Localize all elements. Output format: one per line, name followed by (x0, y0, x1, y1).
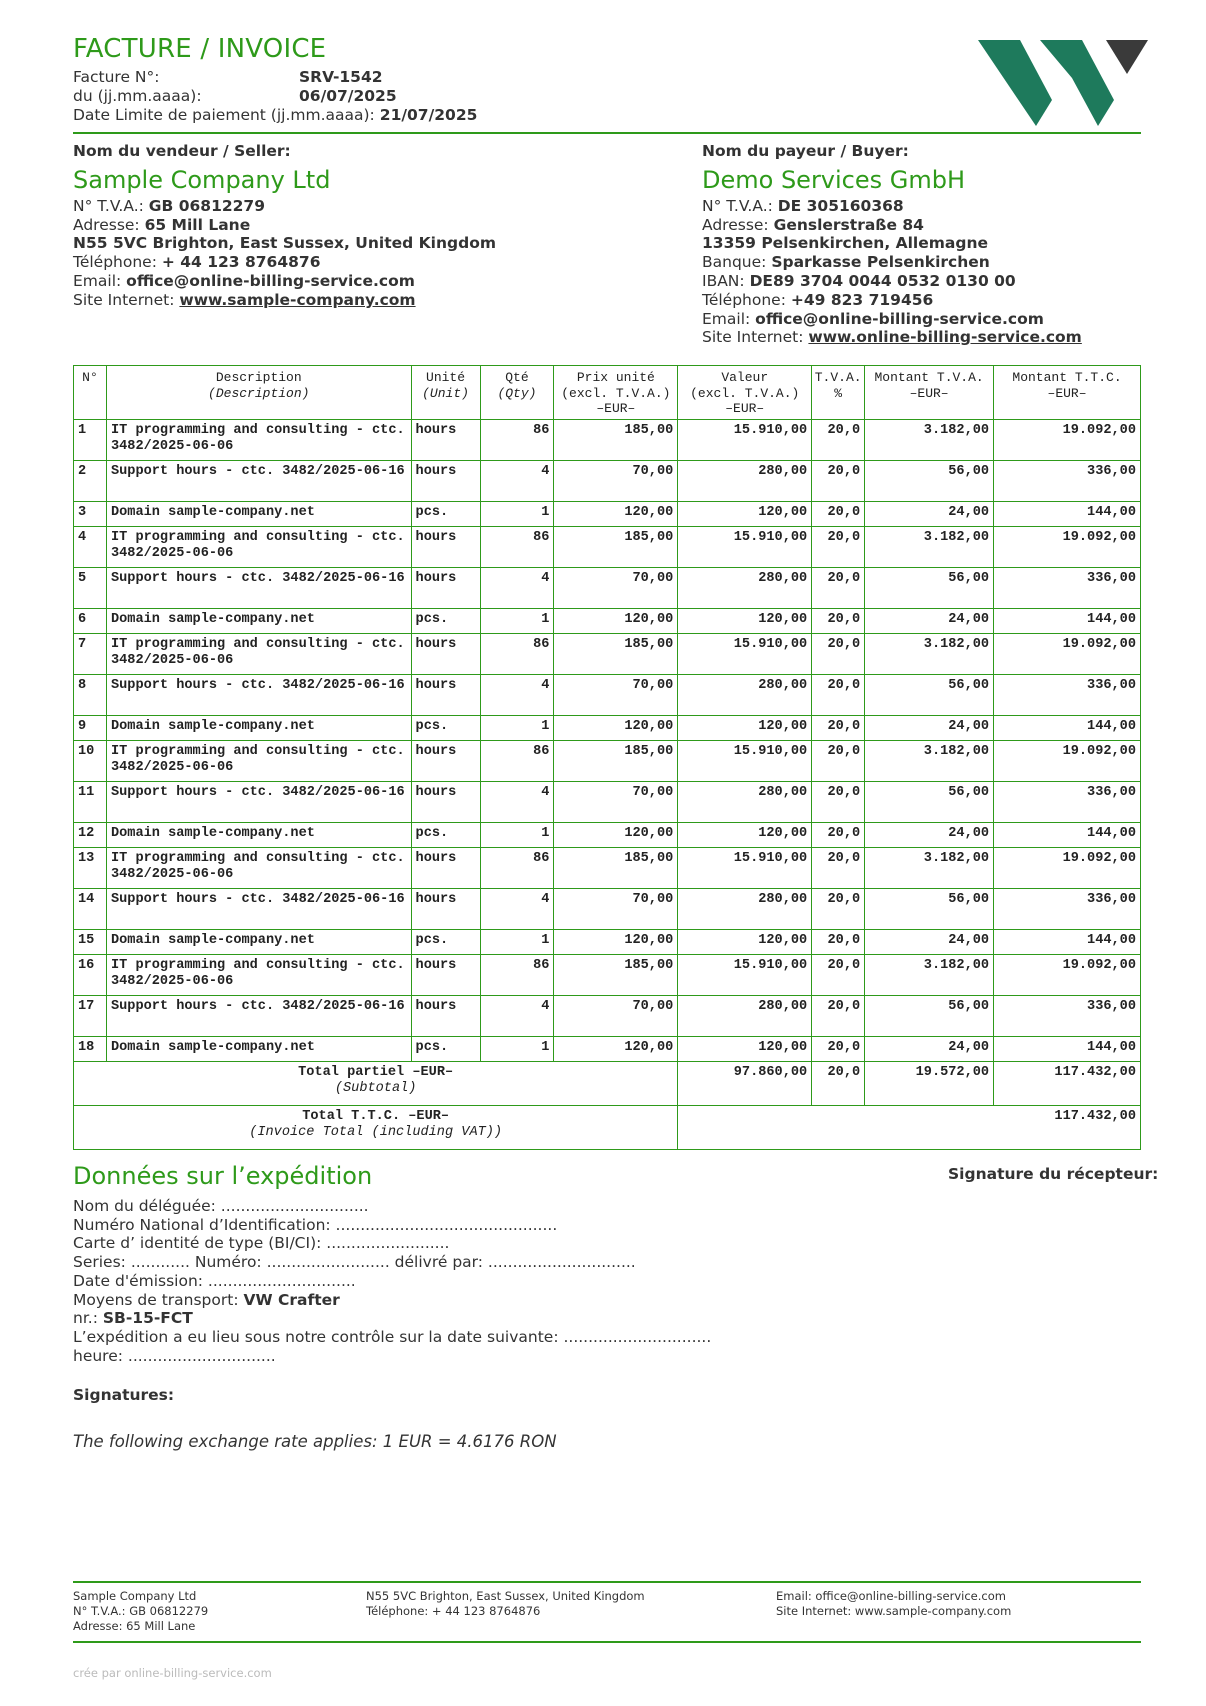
cell-value: 120,00 (678, 1036, 812, 1061)
footer-phone: Téléphone: + 44 123 8764876 (366, 1604, 541, 1618)
cell-vat-rate: 20,0 (812, 822, 865, 847)
cell-total: 336,00 (994, 460, 1141, 501)
cell-total: 19.092,00 (994, 740, 1141, 781)
company-logo (978, 40, 1148, 126)
buyer-web-label: Site Internet: (702, 328, 804, 347)
seller-email-label: Email: (73, 271, 122, 290)
col-header-qty: Qté (Qty) (480, 366, 554, 420)
invoice-number-row (73, 68, 477, 87)
buyer-phone-label: Téléphone: (702, 290, 786, 309)
cell-vat-rate: 20,0 (812, 633, 865, 674)
col-header-vat-rate: T.V.A. % (812, 366, 865, 420)
subtotal-sublabel: (Subtotal) (334, 1080, 417, 1096)
cell-vat-rate: 20,0 (812, 608, 865, 633)
cell-description: IT programming and consulting - ctc. 3482/2025-06-06 (106, 847, 411, 888)
footer-company-address: Adresse: 65 Mill Lane (73, 1619, 196, 1633)
table-header-row (74, 366, 1141, 420)
table-row (74, 567, 1141, 608)
invoice-number: SRV-1542 (299, 68, 383, 86)
cell-qty: 4 (480, 888, 554, 929)
cell-total: 144,00 (994, 822, 1141, 847)
seller-phone: + 44 123 8764876 (161, 253, 321, 272)
cell-vat-rate: 20,0 (812, 888, 865, 929)
footer-company-name: Sample Company Ltd (73, 1589, 197, 1603)
cell-vat-amount: 56,00 (865, 995, 994, 1036)
cell-vat-amount: 24,00 (865, 822, 994, 847)
buyer-email-label: Email: (702, 309, 751, 328)
cell-total: 19.092,00 (994, 526, 1141, 567)
cell-vat-amount: 24,00 (865, 501, 994, 526)
cell-value: 15.910,00 (678, 954, 812, 995)
invoice-date: 06/07/2025 (299, 87, 397, 105)
logo-shape-right (1040, 40, 1114, 126)
buyer-name: Demo Services GmbH (702, 165, 966, 194)
seller-address-label: Adresse: (73, 215, 140, 234)
cell-unit-price: 70,00 (554, 888, 678, 929)
cell-value: 15.910,00 (678, 847, 812, 888)
cell-vat-amount: 3.182,00 (865, 740, 994, 781)
cell-vat-rate: 20,0 (812, 419, 865, 460)
cell-unit: pcs. (411, 822, 480, 847)
shipping-transport-line (73, 1291, 711, 1310)
cell-qty: 86 (480, 740, 554, 781)
buyer-vat-label: N° T.V.A.: (702, 196, 773, 215)
cell-qty: 86 (480, 954, 554, 995)
transport-value: VW Crafter (243, 1290, 340, 1309)
buyer-bank-line (702, 253, 1142, 272)
table-row (74, 929, 1141, 954)
cell-unit: hours (411, 567, 480, 608)
col-header-description: Description (Description) (106, 366, 411, 420)
cell-description: IT programming and consulting - ctc. 3482/2025-06-06 (106, 526, 411, 567)
shipping-id-card-line: Carte d’ identité de type (BI/CI): ......................... (73, 1234, 450, 1253)
cell-unit: hours (411, 954, 480, 995)
cell-qty: 1 (480, 715, 554, 740)
cell-value: 15.910,00 (678, 526, 812, 567)
cell-total: 144,00 (994, 608, 1141, 633)
subtotal-label: Total partiel –EUR– (298, 1064, 454, 1080)
grand-total-sublabel: (Invoice Total (including VAT)) (249, 1124, 503, 1140)
seller-email: office@online-billing-service.com (126, 271, 415, 290)
cell-description: Domain sample-company.net (106, 608, 411, 633)
table-row (74, 740, 1141, 781)
cell-unit-price: 185,00 (554, 526, 678, 567)
buyer-address2-line (702, 234, 1142, 253)
cell-total: 336,00 (994, 674, 1141, 715)
cell-no: 14 (74, 888, 107, 929)
cell-vat-amount: 3.182,00 (865, 847, 994, 888)
cell-vat-rate: 20,0 (812, 1036, 865, 1061)
nr-label: nr.: (73, 1309, 98, 1328)
subtotal-row (74, 1061, 1141, 1105)
cell-total: 19.092,00 (994, 954, 1141, 995)
cell-unit: pcs. (411, 608, 480, 633)
cell-total: 19.092,00 (994, 847, 1141, 888)
grand-total-row (74, 1105, 1141, 1149)
shipping-series-line: Series: ............ Numéro: ......................... délivré par: .............................. (73, 1253, 636, 1272)
shipping-hour-line: heure: .............................. (73, 1346, 276, 1365)
signatures-label: Signatures: (73, 1386, 175, 1404)
shipping-control-line: L’expédition a eu lieu sous notre contrôle sur la date suivante: .............................. (73, 1327, 712, 1346)
cell-description: Support hours - ctc. 3482/2025-06-16 (106, 460, 411, 501)
table-row (74, 419, 1141, 460)
cell-vat-amount: 24,00 (865, 608, 994, 633)
seller-web-line (73, 291, 633, 310)
cell-value: 280,00 (678, 460, 812, 501)
cell-unit: hours (411, 740, 480, 781)
seller-address-line (73, 216, 633, 235)
cell-vat-amount: 3.182,00 (865, 419, 994, 460)
cell-value: 280,00 (678, 567, 812, 608)
cell-vat-rate: 20,0 (812, 847, 865, 888)
cell-vat-rate: 20,0 (812, 929, 865, 954)
cell-unit: hours (411, 526, 480, 567)
cell-vat-amount: 24,00 (865, 1036, 994, 1061)
buyer-address2: 13359 Pelsenkirchen, Allemagne (702, 234, 988, 253)
cell-value: 15.910,00 (678, 740, 812, 781)
cell-total: 144,00 (994, 715, 1141, 740)
seller-block (73, 142, 633, 310)
cell-unit-price: 120,00 (554, 1036, 678, 1061)
buyer-email: office@online-billing-service.com (755, 309, 1044, 328)
shipping-delegate-line: Nom du déléguée: .............................. (73, 1197, 369, 1215)
cell-total: 336,00 (994, 781, 1141, 822)
cell-qty: 1 (480, 1036, 554, 1061)
cell-value: 280,00 (678, 888, 812, 929)
seller-email-line (73, 272, 633, 291)
cell-value: 120,00 (678, 608, 812, 633)
buyer-phone-line (702, 291, 1142, 310)
cell-no: 9 (74, 715, 107, 740)
seller-vat: GB 06812279 (148, 196, 265, 215)
invoice-meta (73, 68, 477, 125)
cell-vat-amount: 56,00 (865, 674, 994, 715)
cell-unit-price: 70,00 (554, 567, 678, 608)
cell-vat-amount: 24,00 (865, 929, 994, 954)
cell-unit-price: 70,00 (554, 460, 678, 501)
buyer-email-line (702, 310, 1142, 329)
cell-description: Domain sample-company.net (106, 715, 411, 740)
cell-description: Domain sample-company.net (106, 1036, 411, 1061)
line-items-table (73, 365, 1141, 1150)
cell-qty: 4 (480, 781, 554, 822)
seller-address2-line (73, 234, 633, 253)
cell-description: Support hours - ctc. 3482/2025-06-16 (106, 674, 411, 715)
cell-qty: 1 (480, 501, 554, 526)
shipping-nr-line (73, 1309, 711, 1328)
cell-qty: 4 (480, 460, 554, 501)
cell-unit: hours (411, 995, 480, 1036)
cell-unit-price: 120,00 (554, 929, 678, 954)
cell-total: 144,00 (994, 1036, 1141, 1061)
cell-qty: 4 (480, 995, 554, 1036)
cell-total: 336,00 (994, 567, 1141, 608)
table-row (74, 1036, 1141, 1061)
cell-unit-price: 70,00 (554, 781, 678, 822)
grand-total-label-cell (74, 1105, 678, 1149)
cell-value: 120,00 (678, 822, 812, 847)
cell-no: 12 (74, 822, 107, 847)
transport-label: Moyens de transport: (73, 1290, 239, 1309)
table-row (74, 822, 1141, 847)
footer-divider-bottom (73, 1641, 1141, 1643)
cell-unit-price: 70,00 (554, 674, 678, 715)
cell-no: 15 (74, 929, 107, 954)
buyer-vat: DE 305160368 (777, 196, 904, 215)
cell-unit: pcs. (411, 929, 480, 954)
buyer-block (702, 142, 1142, 347)
nr-value: SB-15-FCT (102, 1309, 193, 1328)
cell-unit: pcs. (411, 1036, 480, 1061)
seller-phone-line (73, 253, 633, 272)
buyer-phone: +49 823 719456 (790, 290, 934, 309)
cell-unit-price: 185,00 (554, 847, 678, 888)
cell-value: 15.910,00 (678, 633, 812, 674)
cell-qty: 4 (480, 674, 554, 715)
header-divider (73, 132, 1141, 134)
shipping-issue-date-line: Date d'émission: .............................. (73, 1271, 356, 1290)
cell-description: Domain sample-company.net (106, 929, 411, 954)
cell-description: Support hours - ctc. 3482/2025-06-16 (106, 567, 411, 608)
cell-description: Support hours - ctc. 3482/2025-06-16 (106, 888, 411, 929)
seller-vat-line (73, 197, 633, 216)
buyer-iban: DE89 3704 0044 0532 0130 00 (749, 271, 1016, 290)
cell-total: 19.092,00 (994, 419, 1141, 460)
cell-total: 336,00 (994, 888, 1141, 929)
cell-total: 144,00 (994, 929, 1141, 954)
col-header-total: Montant T.T.C. –EUR– (994, 366, 1141, 420)
table-row (74, 526, 1141, 567)
table-row (74, 995, 1141, 1036)
cell-vat-amount: 56,00 (865, 567, 994, 608)
seller-role: Nom du vendeur / Seller: (73, 142, 291, 160)
cell-vat-rate: 20,0 (812, 526, 865, 567)
buyer-website-link[interactable]: www.online-billing-service.com (808, 328, 1082, 347)
logo-shape-corner (1106, 40, 1148, 74)
buyer-bank: Sparkasse Pelsenkirchen (771, 253, 990, 272)
buyer-iban-label: IBAN: (702, 271, 745, 290)
seller-vat-label: N° T.V.A.: (73, 196, 144, 215)
cell-no: 17 (74, 995, 107, 1036)
cell-vat-rate: 20,0 (812, 567, 865, 608)
cell-qty: 86 (480, 419, 554, 460)
table-row (74, 954, 1141, 995)
cell-unit: hours (411, 633, 480, 674)
col-header-value: Valeur (excl. T.V.A.) –EUR– (678, 366, 812, 420)
cell-description: Support hours - ctc. 3482/2025-06-16 (106, 781, 411, 822)
footer-col-contact (776, 1589, 1011, 1619)
cell-no: 1 (74, 419, 107, 460)
invoice-date-row (73, 87, 477, 106)
footer-company-vat: N° T.V.A.: GB 06812279 (73, 1604, 209, 1618)
table-row (74, 847, 1141, 888)
table-row (74, 888, 1141, 929)
exchange-rate-note: The following exchange rate applies: 1 EUR = 4.6176 RON (73, 1432, 557, 1451)
cell-vat-amount: 56,00 (865, 460, 994, 501)
buyer-bank-label: Banque: (702, 253, 767, 272)
cell-vat-rate: 20,0 (812, 954, 865, 995)
cell-description: IT programming and consulting - ctc. 3482/2025-06-06 (106, 419, 411, 460)
cell-vat-rate: 20,0 (812, 674, 865, 715)
cell-no: 2 (74, 460, 107, 501)
table-row (74, 633, 1141, 674)
cell-description: IT programming and consulting - ctc. 3482/2025-06-06 (106, 633, 411, 674)
cell-value: 15.910,00 (678, 419, 812, 460)
table-row (74, 460, 1141, 501)
cell-vat-amount: 56,00 (865, 781, 994, 822)
cell-vat-rate: 20,0 (812, 781, 865, 822)
cell-unit: hours (411, 781, 480, 822)
footer-col-address (366, 1589, 645, 1619)
shipping-details (73, 1197, 711, 1365)
seller-name: Sample Company Ltd (73, 165, 331, 194)
cell-qty: 86 (480, 633, 554, 674)
col-header-unit: Unité (Unit) (411, 366, 480, 420)
grand-total-value: 117.432,00 (678, 1105, 1141, 1149)
cell-unit: pcs. (411, 715, 480, 740)
cell-qty: 86 (480, 847, 554, 888)
invoice-due-label: Date Limite de paiement (jj.mm.aaaa): (73, 106, 375, 124)
cell-unit-price: 185,00 (554, 633, 678, 674)
cell-unit-price: 185,00 (554, 954, 678, 995)
col-header-no: N° (74, 366, 107, 420)
cell-unit: hours (411, 419, 480, 460)
invoice-date-label: du (jj.mm.aaaa): (73, 87, 202, 105)
cell-no: 10 (74, 740, 107, 781)
invoice-due-row (73, 106, 477, 125)
seller-website-link[interactable]: www.sample-company.com (179, 290, 416, 309)
cell-vat-rate: 20,0 (812, 740, 865, 781)
buyer-address-line (702, 216, 1142, 235)
buyer-address-label: Adresse: (702, 215, 769, 234)
buyer-iban-line (702, 272, 1142, 291)
footer-city-line: N55 5VC Brighton, East Sussex, United Kingdom (366, 1589, 645, 1603)
logo-shape-left (978, 40, 1052, 126)
cell-unit-price: 120,00 (554, 608, 678, 633)
subtotal-vat-rate: 20,0 (812, 1061, 865, 1105)
col-header-unit-price: Prix unité (excl. T.V.A.) –EUR– (554, 366, 678, 420)
cell-no: 8 (74, 674, 107, 715)
col-header-vat-amount: Montant T.V.A. –EUR– (865, 366, 994, 420)
cell-total: 336,00 (994, 995, 1141, 1036)
cell-unit-price: 185,00 (554, 740, 678, 781)
cell-vat-amount: 3.182,00 (865, 954, 994, 995)
seller-web-label: Site Internet: (73, 290, 175, 309)
cell-no: 13 (74, 847, 107, 888)
subtotal-vat-amount: 19.572,00 (865, 1061, 994, 1105)
subtotal-total: 117.432,00 (994, 1061, 1141, 1105)
buyer-role: Nom du payeur / Buyer: (702, 142, 909, 160)
subtotal-value: 97.860,00 (678, 1061, 812, 1105)
cell-no: 18 (74, 1036, 107, 1061)
cell-qty: 1 (480, 929, 554, 954)
table-row (74, 715, 1141, 740)
shipping-national-id-line: Numéro National d’Identification: ............................................. (73, 1215, 558, 1234)
grand-total-label: Total T.T.C. –EUR– (302, 1108, 450, 1124)
cell-qty: 1 (480, 822, 554, 847)
buyer-vat-line (702, 197, 1142, 216)
cell-no: 3 (74, 501, 107, 526)
footer-website: Site Internet: www.sample-company.com (776, 1604, 1012, 1618)
cell-qty: 1 (480, 608, 554, 633)
cell-description: IT programming and consulting - ctc. 3482/2025-06-06 (106, 954, 411, 995)
cell-vat-amount: 3.182,00 (865, 526, 994, 567)
buyer-address1: Genslerstraße 84 (773, 215, 924, 234)
cell-value: 280,00 (678, 781, 812, 822)
cell-no: 5 (74, 567, 107, 608)
cell-unit: hours (411, 847, 480, 888)
cell-qty: 86 (480, 526, 554, 567)
footer-col-company (73, 1589, 208, 1634)
table-body (74, 419, 1141, 1061)
cell-vat-rate: 20,0 (812, 460, 865, 501)
table-row (74, 501, 1141, 526)
cell-unit: hours (411, 460, 480, 501)
cell-value: 120,00 (678, 715, 812, 740)
cell-value: 280,00 (678, 995, 812, 1036)
table-row (74, 674, 1141, 715)
cell-vat-rate: 20,0 (812, 501, 865, 526)
cell-total: 144,00 (994, 501, 1141, 526)
cell-description: Domain sample-company.net (106, 822, 411, 847)
cell-value: 280,00 (678, 674, 812, 715)
buyer-web-line (702, 328, 1142, 347)
cell-unit-price: 185,00 (554, 419, 678, 460)
cell-qty: 4 (480, 567, 554, 608)
table-row (74, 781, 1141, 822)
cell-value: 120,00 (678, 501, 812, 526)
cell-unit-price: 120,00 (554, 822, 678, 847)
table-row (74, 608, 1141, 633)
cell-no: 4 (74, 526, 107, 567)
cell-no: 6 (74, 608, 107, 633)
cell-unit-price: 70,00 (554, 995, 678, 1036)
cell-description: IT programming and consulting - ctc. 3482/2025-06-06 (106, 740, 411, 781)
cell-no: 16 (74, 954, 107, 995)
cell-total: 19.092,00 (994, 633, 1141, 674)
cell-no: 7 (74, 633, 107, 674)
subtotal-label-cell (74, 1061, 678, 1105)
cell-vat-amount: 24,00 (865, 715, 994, 740)
invoice-title: FACTURE / INVOICE (73, 34, 327, 64)
cell-unit-price: 120,00 (554, 715, 678, 740)
invoice-number-label: Facture N°: (73, 68, 160, 86)
cell-vat-amount: 3.182,00 (865, 633, 994, 674)
cell-description: Support hours - ctc. 3482/2025-06-16 (106, 995, 411, 1036)
cell-unit: pcs. (411, 501, 480, 526)
cell-vat-rate: 20,0 (812, 715, 865, 740)
cell-description: Domain sample-company.net (106, 501, 411, 526)
cell-unit: hours (411, 888, 480, 929)
cell-unit: hours (411, 674, 480, 715)
footer-credit: crée par online-billing-service.com (73, 1666, 272, 1680)
cell-value: 120,00 (678, 929, 812, 954)
cell-vat-rate: 20,0 (812, 995, 865, 1036)
receiver-signature-label: Signature du récepteur: (948, 1165, 1159, 1183)
shipping-title: Données sur l’expédition (73, 1162, 373, 1190)
invoice-due-date: 21/07/2025 (379, 106, 478, 124)
seller-address1: 65 Mill Lane (144, 215, 251, 234)
cell-vat-amount: 56,00 (865, 888, 994, 929)
seller-phone-label: Téléphone: (73, 253, 157, 272)
footer-email: Email: office@online-billing-service.com (776, 1589, 1006, 1603)
cell-no: 11 (74, 781, 107, 822)
footer-divider-top (73, 1581, 1141, 1583)
cell-unit-price: 120,00 (554, 501, 678, 526)
seller-address2: N55 5VC Brighton, East Sussex, United Kingdom (73, 234, 496, 253)
